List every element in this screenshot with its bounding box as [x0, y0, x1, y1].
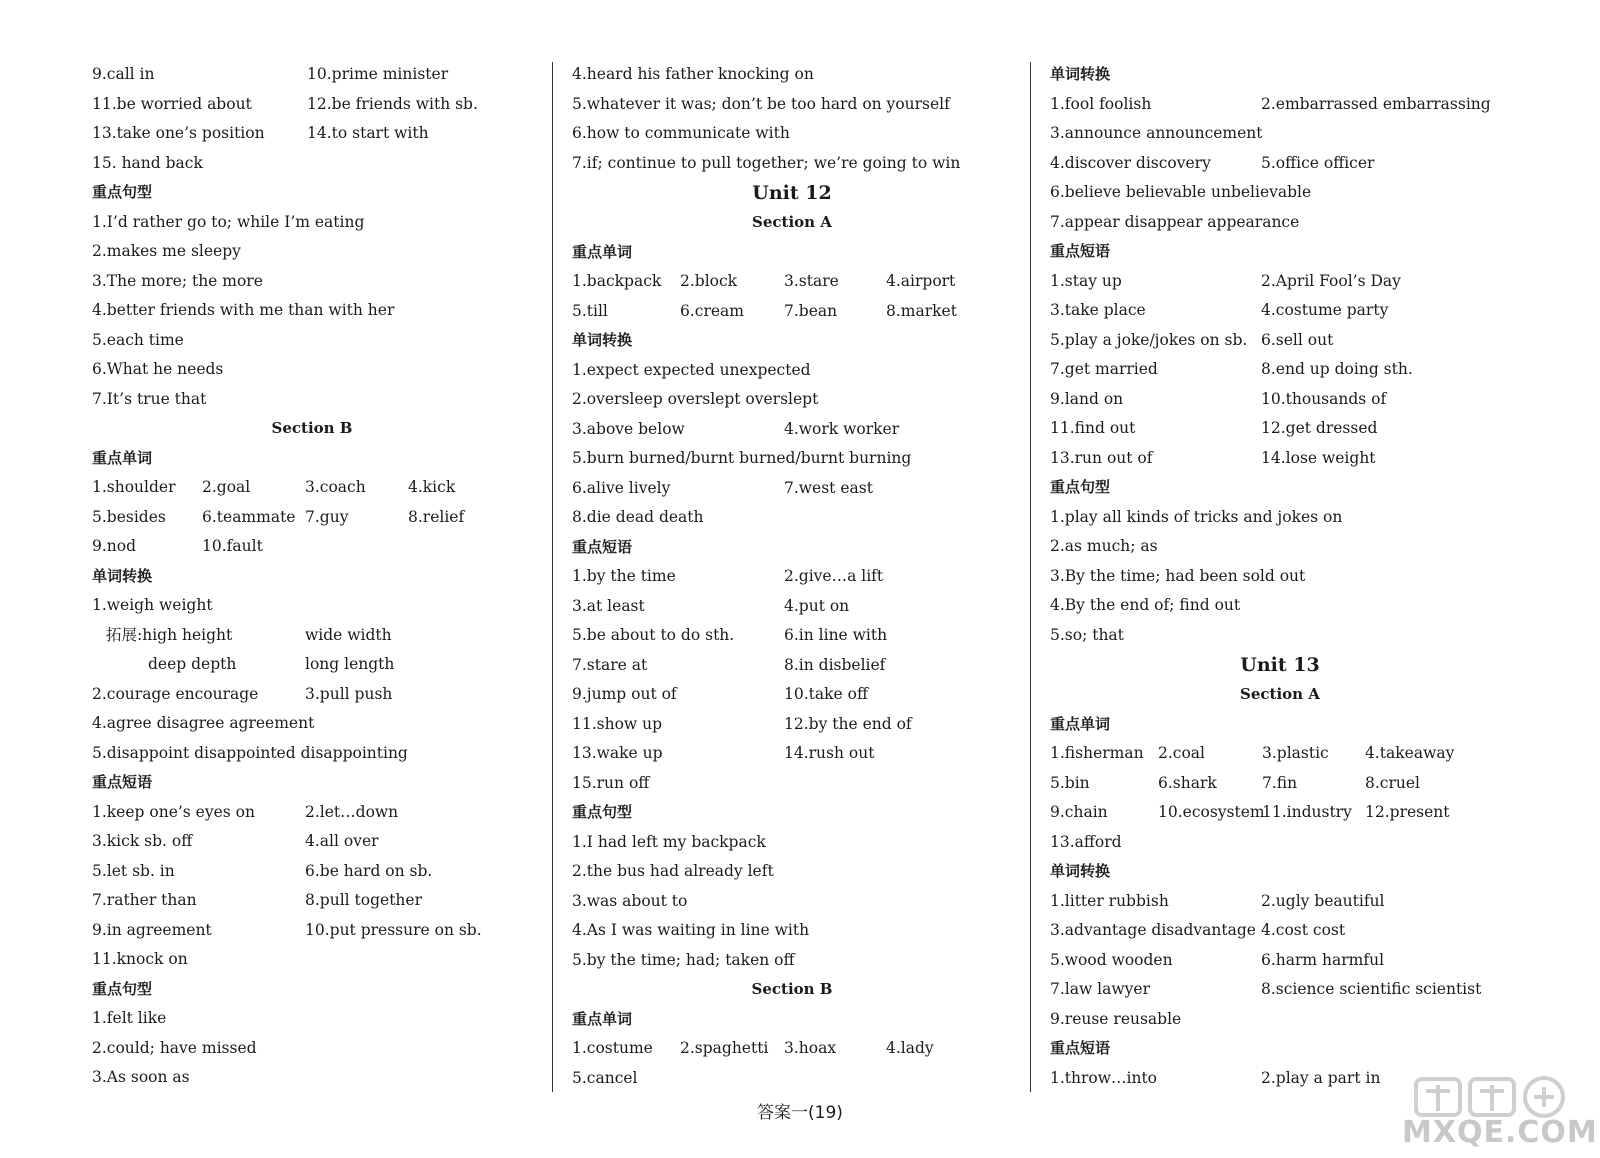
answer-row [1050, 1005, 1510, 1035]
answer-item: 11.industry [1262, 803, 1352, 821]
column-divider-right [1030, 62, 1031, 1092]
answer-item: 7.bean [784, 301, 838, 320]
answer-row [1050, 355, 1510, 385]
answer-item: 8.science scientific scientist [1261, 980, 1482, 998]
answer-row [1050, 267, 1510, 297]
answer-item: 2.ugly beautiful [1261, 891, 1385, 910]
answer-row [1050, 591, 1510, 621]
answer-item: 8.in disbelief [784, 655, 886, 674]
answer-item: 5.wood wooden [1050, 950, 1173, 969]
answer-row [572, 267, 1012, 297]
answer-item: 1.play all kinds of tricks and jokes on [1050, 507, 1343, 526]
answer-item: deep depth [148, 655, 237, 673]
answer-item: 4.lady [886, 1039, 934, 1057]
answer-row [572, 503, 1012, 533]
answer-item: 7.It’s true that [92, 389, 207, 408]
answer-row [1050, 798, 1510, 828]
answer-item: long length [305, 655, 395, 673]
answer-item: 1.fisherman [1050, 744, 1144, 762]
answer-item: 6.cream [680, 301, 744, 320]
answer-item: 5.each time [92, 330, 184, 349]
answer-row [572, 90, 1012, 120]
answer-item: 2.April Fool’s Day [1261, 271, 1401, 290]
category-heading: 重点单词 [572, 242, 633, 261]
answer-item: 5.be about to do sth. [572, 626, 735, 644]
category-heading: 重点单词 [1050, 714, 1111, 733]
answer-item: 4.As I was waiting in line with [572, 921, 810, 939]
answer-row [1050, 769, 1510, 799]
answer-item: 5.so; that [1050, 625, 1124, 644]
answer-row [1050, 178, 1510, 208]
answer-item: 5.cancel [572, 1068, 638, 1087]
answer-item: 2.coal [1158, 744, 1205, 762]
answer-row [1050, 414, 1510, 444]
answer-row [92, 208, 532, 238]
answer-row [572, 887, 1012, 917]
answer-item: 13.wake up [572, 744, 663, 762]
answer-row [92, 857, 532, 887]
answer-row [92, 621, 532, 651]
answer-row [572, 739, 1012, 769]
column-middle [572, 60, 1012, 1093]
answer-item: 1.backpack [572, 272, 662, 290]
answer-item: 3.hoax [784, 1039, 837, 1057]
answer-item: 10.thousands of [1261, 389, 1387, 408]
answer-row [92, 532, 532, 562]
answer-row [572, 710, 1012, 740]
answer-item: 5.whatever it was; don’t be too hard on yourself [572, 94, 950, 113]
answer-row [1050, 916, 1510, 946]
answer-item: 6.be hard on sb. [305, 861, 433, 880]
answer-row [572, 828, 1012, 858]
answer-row [572, 149, 1012, 179]
answer-item: 6.harm harmful [1261, 950, 1385, 969]
answer-item: 12.present [1365, 803, 1450, 821]
category-heading: 重点句型 [92, 183, 153, 201]
column-divider-left [552, 62, 553, 1092]
category-heading: 重点单词 [572, 1009, 633, 1028]
answer-row [1050, 828, 1510, 858]
answer-item: 5.bin [1050, 773, 1090, 792]
answer-item: 12.be friends with sb. [307, 94, 478, 113]
answer-item: 4.By the end of; find out [1050, 596, 1241, 614]
answer-item: 15.run off [572, 773, 650, 792]
category-heading: 重点单词 [92, 448, 153, 467]
answer-item: 11.find out [1050, 419, 1136, 437]
answer-row [92, 1063, 532, 1093]
answer-row [92, 119, 532, 149]
answer-item: 4.work worker [784, 419, 900, 438]
category-heading: 重点短语 [1050, 242, 1111, 260]
answer-item: 1.fool foolish [1050, 94, 1152, 113]
answer-item: 1.costume [572, 1039, 653, 1057]
answer-item: 2.could; have missed [92, 1038, 257, 1057]
answer-row [92, 326, 532, 356]
answer-item: 9.chain [1050, 803, 1108, 821]
section-title: Section B [271, 419, 353, 437]
answer-item: 3.By the time; had been sold out [1050, 566, 1306, 585]
answer-item: 1.litter rubbish [1050, 891, 1169, 910]
answer-row [1050, 119, 1510, 149]
answer-item: 6.how to communicate with [572, 124, 790, 142]
answer-item: 2.makes me sleepy [92, 242, 241, 260]
answer-item: 3.coach [305, 478, 366, 496]
answer-item: 10.take off [784, 685, 868, 703]
answer-item: 5.play a joke/jokes on sb. [1050, 330, 1248, 349]
category-heading: 单词转换 [92, 566, 153, 585]
answer-item: 8.die dead death [572, 508, 704, 526]
answer-row [572, 946, 1012, 976]
answer-row [92, 916, 532, 946]
answer-item: 3.As soon as [92, 1068, 190, 1086]
answer-item: 5.till [572, 301, 608, 320]
answer-row [92, 60, 532, 90]
answer-row [92, 886, 532, 916]
answer-row [1050, 562, 1510, 592]
answer-item: 6.shark [1158, 773, 1217, 792]
answer-item: 1.shoulder [92, 478, 176, 496]
answer-row [572, 562, 1012, 592]
answer-item: 2.give…a lift [784, 567, 884, 585]
unit-title: Unit 12 [752, 182, 832, 204]
answer-row [92, 237, 532, 267]
answer-item: 12.get dressed [1261, 419, 1378, 437]
answer-item: wide width [305, 625, 392, 644]
section-title: Section A [1240, 685, 1320, 703]
answer-item: 2.play a part in [1261, 1068, 1381, 1087]
answer-item: 9.in agreement [92, 920, 212, 939]
answer-item: 1.I had left my backpack [572, 832, 766, 851]
answer-row [92, 355, 532, 385]
answer-item: 7.if; continue to pull together; we’re going to win [572, 153, 961, 172]
answer-row [1050, 946, 1510, 976]
answer-row [572, 621, 1012, 651]
answer-item: 10.prime minister [307, 65, 449, 83]
answer-row [572, 916, 1012, 946]
answer-item: 7.west east [784, 478, 873, 497]
answer-item: 2.embarrassed embarrassing [1261, 94, 1491, 113]
answer-row [92, 680, 532, 710]
answer-item: 8.pull together [305, 891, 422, 909]
answer-item: 1.weigh weight [92, 596, 213, 614]
answer-item: 5.office officer [1261, 153, 1375, 172]
answer-row [1050, 326, 1510, 356]
page-number: 答案一(19) [757, 1103, 843, 1123]
answer-row [92, 296, 532, 326]
answer-row [572, 857, 1012, 887]
answer-item: 5.disappoint disappointed disappointing [92, 743, 408, 762]
answer-row [572, 119, 1012, 149]
site-watermark [1402, 1075, 1598, 1150]
answer-row [572, 680, 1012, 710]
answer-item: 14.lose weight [1261, 448, 1376, 467]
answer-row [92, 473, 532, 503]
answer-item: 7.rather than [92, 891, 197, 909]
answer-row [572, 356, 1012, 386]
answer-row [92, 709, 532, 739]
answer-item: 5.let sb. in [92, 861, 175, 880]
answer-item: 4.put on [784, 596, 850, 615]
column-right [1050, 60, 1510, 1093]
answer-row [572, 1034, 1012, 1064]
answer-item: 3.pull push [305, 684, 393, 703]
category-heading: 重点句型 [572, 803, 633, 821]
answer-item: 3.The more; the more [92, 271, 263, 290]
answer-item: 15. hand back [92, 153, 203, 172]
answer-item: 9.reuse reusable [1050, 1009, 1182, 1028]
category-heading: 重点句型 [92, 979, 153, 998]
answer-item: 9.call in [92, 65, 155, 83]
category-heading: 重点短语 [1050, 1039, 1111, 1057]
answer-row [1050, 208, 1510, 238]
answer-item: 7.appear disappear appearance [1050, 212, 1300, 231]
answer-item: 1.felt like [92, 1009, 167, 1027]
answer-item: 3.at least [572, 596, 645, 615]
answer-item: 8.end up doing sth. [1261, 360, 1413, 378]
answer-item: 1.I’d rather go to; while I’m eating [92, 212, 365, 231]
answer-row [92, 798, 532, 828]
answer-item: 6.believe believable unbelievable [1050, 183, 1312, 201]
category-heading: 单词转换 [572, 331, 633, 349]
answer-item: 8.market [886, 301, 957, 320]
answer-item: 2.goal [202, 478, 251, 496]
answer-item: 14.to start with [307, 124, 429, 142]
answer-item: 1.stay up [1050, 271, 1122, 290]
answer-item: 4.better friends with me than with her [92, 301, 395, 319]
answer-item: 10.put pressure on sb. [305, 920, 482, 939]
answer-row [92, 591, 532, 621]
answer-item: 9.land on [1050, 389, 1124, 408]
answer-row [572, 1064, 1012, 1094]
answer-item: 1.keep one’s eyes on [92, 802, 255, 821]
answer-row [572, 385, 1012, 415]
answer-item: 2.spaghetti [680, 1039, 769, 1057]
answer-row [572, 651, 1012, 681]
answer-row [1050, 532, 1510, 562]
answer-row [572, 769, 1012, 799]
column-left [92, 60, 532, 1093]
answer-row [1050, 296, 1510, 326]
watermark-logo-icon [1412, 1075, 1572, 1119]
answer-item: 4.cost cost [1261, 921, 1346, 939]
answer-item: 7.fin [1262, 773, 1298, 792]
answer-item: 9.nod [92, 537, 137, 555]
unit-title: Unit 13 [1240, 654, 1320, 676]
answer-row [572, 60, 1012, 90]
answer-item: 8.relief [408, 507, 465, 526]
answer-item: 14.rush out [784, 744, 875, 762]
answer-item: 4.heard his father knocking on [572, 65, 814, 83]
answer-item: 6.What he needs [92, 360, 224, 378]
answer-row [92, 385, 532, 415]
answer-item: 2.oversleep overslept overslept [572, 390, 819, 408]
answer-item: 11.be worried about [92, 94, 252, 113]
answer-item: 7.law lawyer [1050, 980, 1150, 998]
category-heading: 重点短语 [572, 537, 633, 556]
answer-item: 拓展:high height [106, 625, 233, 644]
answer-item: 3.above below [572, 419, 685, 438]
answer-item: 6.sell out [1261, 330, 1334, 349]
answer-row [572, 297, 1012, 327]
answer-row [1050, 385, 1510, 415]
answer-item: 4.agree disagree agreement [92, 714, 315, 732]
answer-item: 1.by the time [572, 567, 676, 585]
answer-item: 10.ecosystem [1158, 803, 1265, 821]
answer-item: 3.take place [1050, 301, 1146, 319]
answer-item: 5.burn burned/burnt burned/burnt burning [572, 449, 912, 467]
answer-item: 1.expect expected unexpected [572, 360, 811, 379]
answer-row [92, 90, 532, 120]
answer-item: 6.alive lively [572, 478, 671, 497]
answer-item: 5.by the time; had; taken off [572, 950, 795, 969]
watermark-text: MXQE.COM [1402, 1115, 1598, 1150]
answer-row [572, 444, 1012, 474]
category-heading: 重点句型 [1050, 478, 1111, 496]
answer-item: 3.was about to [572, 891, 688, 910]
answer-row [92, 827, 532, 857]
answer-item: 3.plastic [1262, 744, 1329, 762]
answer-item: 3.kick sb. off [92, 832, 193, 850]
category-heading: 单词转换 [1050, 65, 1111, 83]
answer-item: 4.kick [408, 478, 456, 496]
answer-row [92, 149, 532, 179]
answer-item: 11.knock on [92, 950, 188, 968]
answer-item: 6.in line with [784, 626, 888, 644]
answer-item: 11.show up [572, 714, 663, 733]
answer-item: 7.stare at [572, 655, 648, 674]
answer-item: 4.airport [886, 272, 956, 290]
answer-row [572, 474, 1012, 504]
answer-item: 2.as much; as [1050, 537, 1158, 555]
answer-item: 4.takeaway [1365, 744, 1455, 762]
answer-row [92, 945, 532, 975]
section-title: Section A [752, 213, 832, 231]
answer-item: 7.get married [1050, 360, 1158, 378]
answer-item: 12.by the end of [784, 714, 912, 733]
answer-row [92, 503, 532, 533]
answer-row [1050, 503, 1510, 533]
category-heading: 单词转换 [1050, 862, 1111, 880]
answer-row [92, 650, 532, 680]
answer-item: 13.run out of [1050, 448, 1153, 467]
answer-row [92, 739, 532, 769]
answer-item: 2.let…down [305, 802, 399, 821]
answer-item: 1.throw…into [1050, 1068, 1158, 1087]
answer-item: 6.teammate [202, 507, 296, 526]
answer-row [1050, 739, 1510, 769]
answer-row [1050, 90, 1510, 120]
answer-row [92, 1004, 532, 1034]
answer-item: 5.besides [92, 507, 166, 526]
answer-item: 7.guy [305, 507, 349, 526]
answer-row [1050, 149, 1510, 179]
answer-row [1050, 887, 1510, 917]
answer-item: 3.stare [784, 272, 839, 290]
answer-row [1050, 444, 1510, 474]
answer-item: 2.the bus had already left [572, 862, 774, 880]
answer-row [92, 267, 532, 297]
answer-item: 4.all over [305, 832, 379, 850]
answer-item: 3.announce announcement [1050, 124, 1263, 142]
answer-item: 2.block [680, 272, 738, 290]
answer-row [1050, 975, 1510, 1005]
category-heading: 重点短语 [92, 773, 153, 791]
answer-row [572, 415, 1012, 445]
answer-item: 9.jump out of [572, 685, 677, 703]
answer-row [92, 1034, 532, 1064]
answer-item: 10.fault [202, 537, 263, 555]
answer-item: 13.afford [1050, 832, 1122, 851]
answer-item: 2.courage encourage [92, 684, 259, 703]
answer-row [572, 592, 1012, 622]
answer-item: 4.costume party [1261, 301, 1389, 319]
answer-item: 13.take one’s position [92, 124, 265, 142]
answer-item: 4.discover discovery [1050, 153, 1211, 172]
section-title: Section B [751, 980, 833, 998]
answer-item: 3.advantage disadvantage [1050, 921, 1256, 939]
answer-item: 8.cruel [1365, 773, 1420, 792]
answer-row [1050, 621, 1510, 651]
